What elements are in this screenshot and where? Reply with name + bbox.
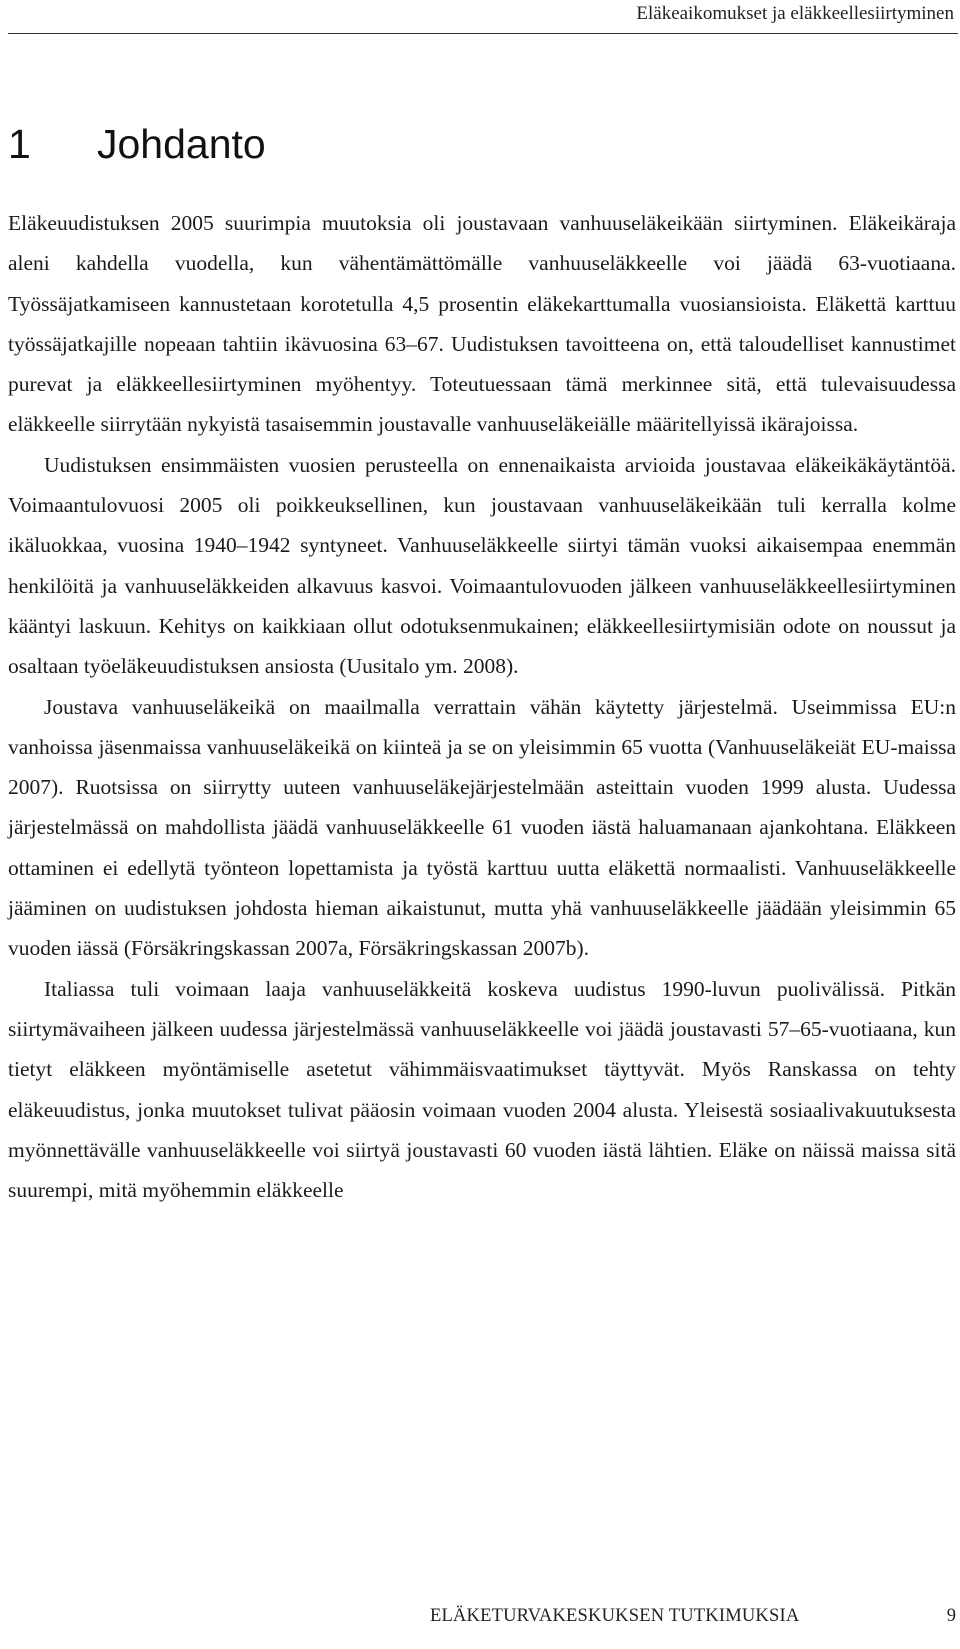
paragraph-2: Uudistuksen ensimmäisten vuosien perusteella on ennenaikaista arvioida joustavaa eläkeikäkäytäntöä. Voimaantulovuosi 2005 oli poikkeuksellinen, kun joustavaan vanhuuseläkeikään tuli kerralla kolme ikäluokkaa, vuosina 1940–1942 syntyneet. Vanhuuseläkkeelle siirtyi tämän vuoksi aikaisempaa enemmän henkilöitä ja vanhuuseläkkeiden alkavuus kasvoi. Voimaantulovuoden jälkeen vanhuuseläkkeellesiirtyminen kääntyi laskuun. Kehitys on kaikkiaan ollut odotuksenmukainen; eläkkeellesiirtymisiän odote on noussut ja osaltaan työeläkeuudistuksen ansiosta (Uusitalo ym. 2008).	[8, 452, 956, 679]
paragraph-4: Italiassa tuli voimaan laaja vanhuuseläkkeitä koskeva uudistus 1990-luvun puolivälissä. Pitkän siirtymävaiheen jälkeen uudessa järjestelmässä vanhuuseläkkeelle voi jäädä joustavasti 57–65-vuotiaana, kun tietyt eläkkeen myöntämiselle asetetut vähimmäisvaatimukset täyttyvät. Myös Ranskassa on tehty eläkeuudistus, jonka muutokset tulivat pääosin voimaan vuoden 2004 alusta. Yleisestä sosiaalivakuutuksesta myönnettävälle vanhuuseläkkeelle voi siirtyä joustavasti 60 vuoden iästä lähtien. Eläke on näissä maissa sitä suurempi, mitä myöhemmin eläkkeelle	[8, 976, 956, 1203]
chapter-title: Johdanto	[97, 121, 266, 167]
running-header: Eläkeaikomukset ja eläkkeellesiirtyminen	[636, 3, 954, 24]
body-text	[8, 203, 956, 1210]
paragraph-1: Eläkeuudistuksen 2005 suurimpia muutoksia oli joustavaan vanhuuseläkeikään siirtyminen. Eläkeikäraja aleni kahdella vuodella, kun vähentämättömälle vanhuuseläkkeelle voi jäädä 63-vuotiaana. Työssäjatkamiseen kannustetaan korotetulla 4,5 prosentin eläkekarttumalla vuosiansioista. Eläkettä karttuu työssäjatkajille nopeaan tahtiin ikävuosina 63–67. Uudistuksen tavoitteena on, että taloudelliset kannustimet purevat ja eläkkeellesiirtyminen myöhentyy. Toteutuessaan tämä merkinnee sitä, että tulevaisuudessa eläkkeelle siirrytään nykyistä tasaisemmin joustavalle vanhuuseläkeiälle määritellyissä ikärajoissa.	[8, 211, 956, 437]
chapter-heading	[8, 121, 266, 168]
series-title: ELÄKETURVAKESKUKSEN TUTKIMUKSIA	[430, 1606, 800, 1626]
chapter-number: 1	[8, 121, 31, 167]
header-rule	[8, 33, 958, 34]
paragraph-3: Joustava vanhuuseläkeikä on maailmalla verrattain vähän käytetty järjestelmä. Useimmissa EU:n vanhoissa jäsenmaissa vanhuuseläkeikä on kiinteä ja se on yleisimmin 65 vuotta (Vanhuuseläkeiät EU-maissa 2007). Ruotsissa on siirrytty uuteen vanhuuseläkejärjestelmään asteittain vuoden 1999 alusta. Uudessa järjestelmässä on mahdollista jäädä vanhuuseläkkeelle 61 vuoden iästä haluamanaan ajankohtana. Eläkkeen ottaminen ei edellytä työnteon lopettamista ja työstä karttuu uutta eläkettä normaalisti. Vanhuuseläkkeelle jääminen on uudistuksen johdosta hieman aikaistunut, mutta yhä vanhuuseläkkeelle jäädään yleisimmin 65 vuoden iässä (Försäkringskassan 2007a, Försäkringskassan 2007b).	[8, 694, 956, 961]
page-number: 9	[946, 1606, 956, 1626]
